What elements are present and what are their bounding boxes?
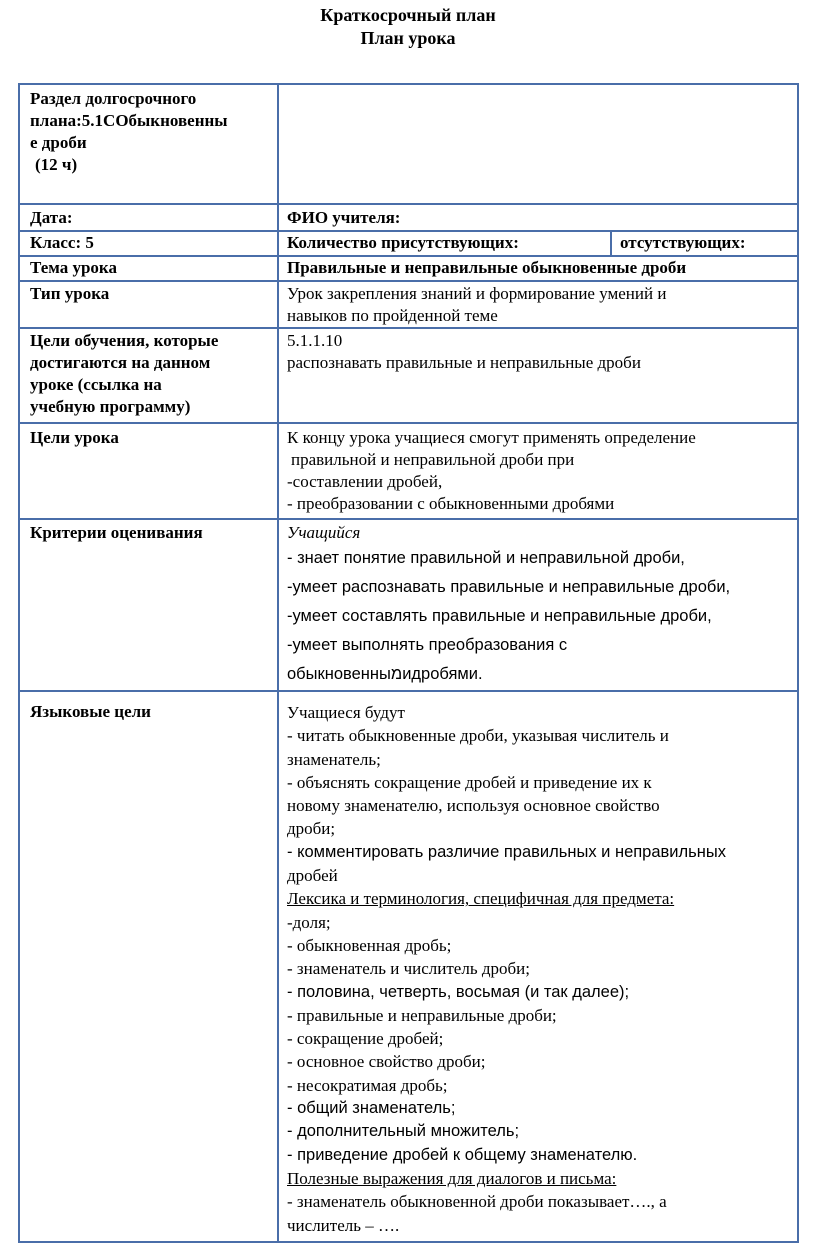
column-divider-secondary	[610, 230, 612, 257]
topic-value: Правильные и неправильные обыкновенные дроби	[287, 258, 687, 277]
lesson-type-label: Тип урока	[30, 284, 110, 303]
column-divider	[277, 85, 279, 1241]
lesson-goals-value: К концу урока учащиеся смогут применять определение правильной и неправильной дроби при -составлении дробей, - преобразовании с обыкновенными дробями	[287, 428, 696, 513]
absent-count-label: отсутствующих:	[620, 233, 746, 252]
topic-label: Тема урока	[30, 258, 117, 277]
date-label: Дата:	[30, 208, 73, 227]
row-divider	[20, 690, 797, 692]
language-goals-label: Языковые цели	[30, 702, 151, 721]
class-label: Класс: 5	[30, 233, 94, 252]
row-divider	[20, 327, 797, 329]
teacher-label: ФИО учителя:	[287, 208, 401, 227]
lesson-plan-table	[18, 83, 799, 1243]
document-title: Краткосрочный план	[320, 5, 496, 25]
lesson-goals-label: Цели урока	[30, 428, 119, 447]
row-divider	[20, 422, 797, 424]
row-divider	[20, 280, 797, 282]
present-count-label: Количество присутствующих:	[287, 233, 519, 252]
document-subtitle: План урока	[360, 28, 456, 48]
section-label: Раздел долгосрочного плана:5.1СОбыкновенны е дроби (12 ч)	[30, 89, 228, 174]
row-divider	[20, 203, 797, 205]
learning-goals-value: 5.1.1.10 распознавать правильные и неправильные дроби	[287, 331, 641, 372]
vocabulary-heading: Лексика и терминология, специфичная для предмета:	[287, 889, 675, 909]
learning-goals-label: Цели обучения, которые достигаются на данном уроке (ссылка на учебную программу)	[30, 331, 219, 416]
language-goals-value: Учащиеся будут - читать обыкновенные дроби, указывая числитель и знаменатель; - объяснять сокращение дробей и приведение их к новому знаменателю, используя основное свойство дроби; - комментировать различие правильных и неправильных дробей Лексика и терминология, специфичная для предмета: -доля; - обыкновенная дробь; - знаменатель и числитель дроби; - половина, четверть, восьмая (и так далее); - правильные и неправильные дроби; - сокращение дробей; - основное свойство дроби; - несократимая дробь; - общий знаменатель; - дополнительный множитель; - приведение дробей к общему знаменателю. Полезные выражения для диалогов и письма: - знаменатель обыкновенной дроби показывает…., а числитель – ….	[287, 701, 793, 1237]
phrases-heading: Полезные выражения для диалогов и письма:	[287, 1168, 617, 1188]
criteria-value: Учащийся - знает понятие правильной и неправильной дроби, -умеет распознавать правильные и неправильные дроби, -умеет составлять правильные и неправильные дроби, -умеет выполнять преобразования с обыкновенныמидробями.	[287, 523, 731, 683]
criteria-label: Критерии оценивания	[30, 523, 203, 542]
lesson-type-value: Урок закрепления знаний и формирование умений и навыков по пройденной теме	[287, 284, 667, 325]
row-divider	[20, 518, 797, 520]
